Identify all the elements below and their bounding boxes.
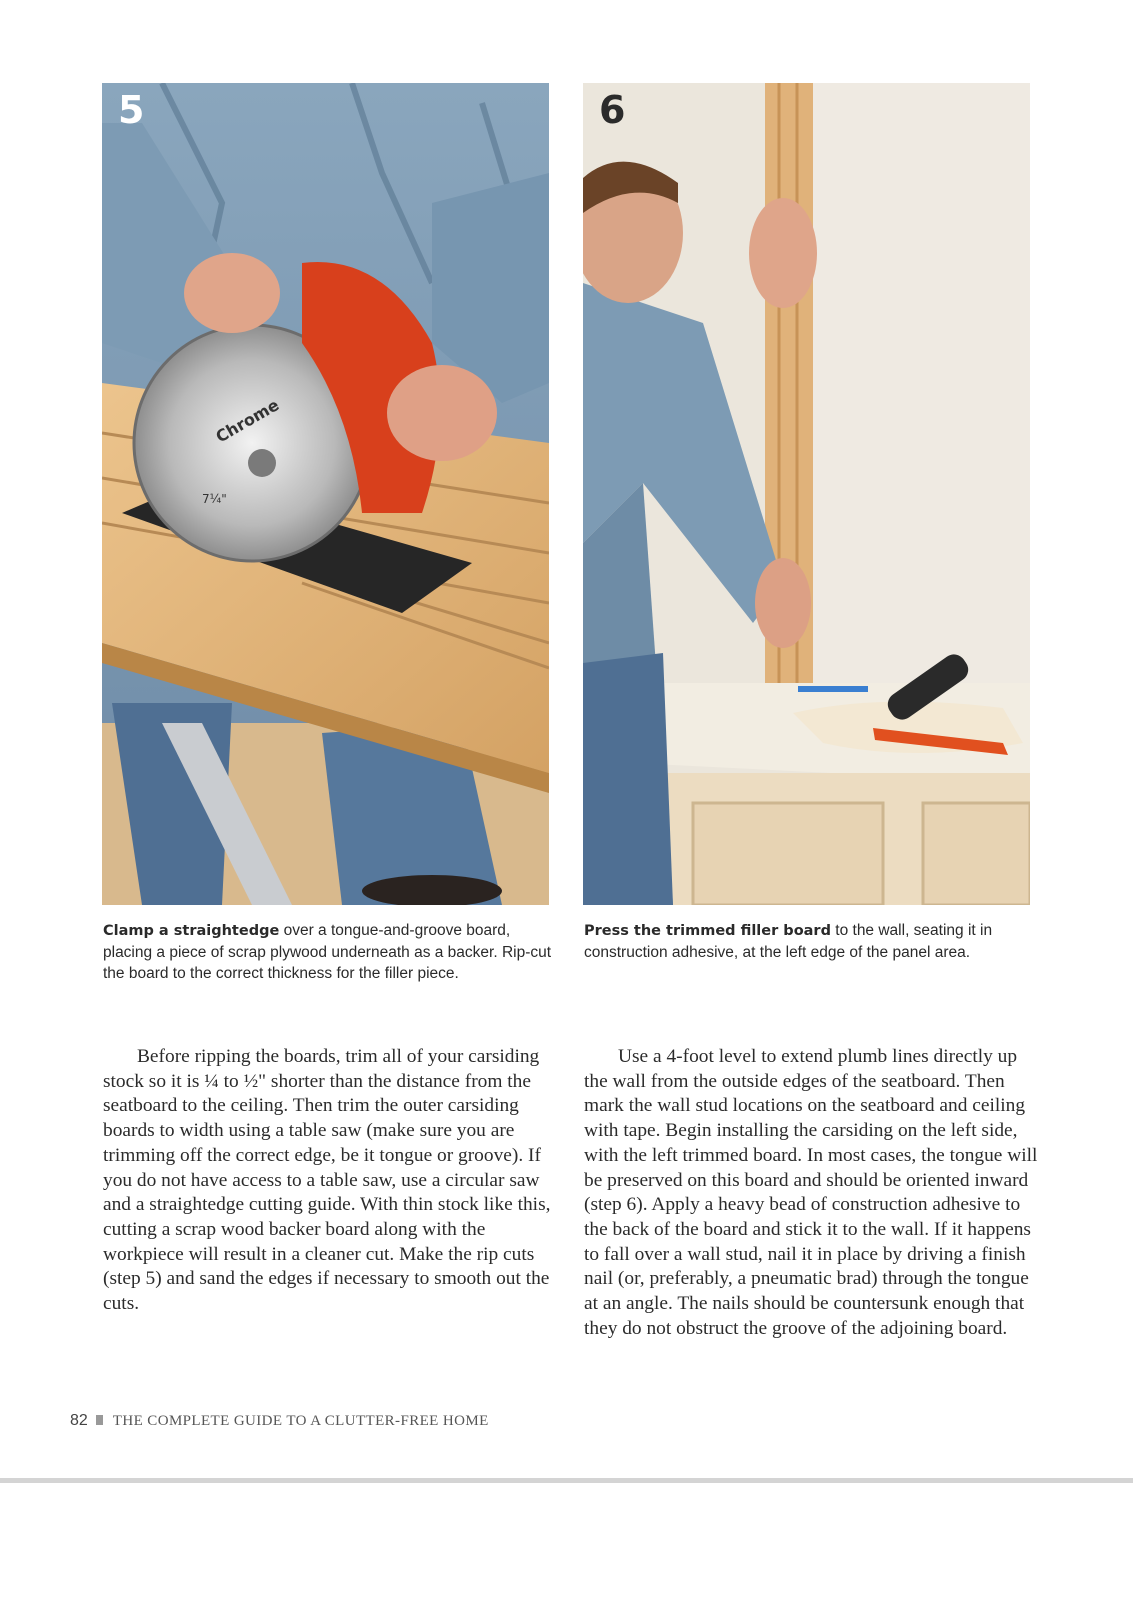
caption-6-text: to the wall, seating it in construction adhesive, at the left edge of the panel area. bbox=[584, 922, 993, 961]
bottom-rule bbox=[0, 1478, 1133, 1483]
blade-arbor bbox=[248, 449, 276, 477]
step-5-photo bbox=[102, 83, 549, 905]
caption-5-lead: Clamp a straightedge bbox=[103, 923, 280, 939]
right-hand bbox=[387, 365, 497, 461]
step-number-5: 5 bbox=[118, 88, 145, 132]
step-6-caption bbox=[584, 920, 1034, 963]
caption-6-lead: Press the trimmed filler board bbox=[584, 923, 831, 939]
step-5-caption bbox=[103, 920, 553, 984]
page-number: 82 bbox=[70, 1412, 88, 1429]
step-number-6: 6 bbox=[599, 88, 626, 132]
man-jeans bbox=[583, 653, 673, 905]
body-right-text: Use a 4-foot level to extend plumb lines directly up the wall from the outside edges of the seatboard. Then mark the wall stud locations on the seatboard and ceiling with tape. Begin installing the carsiding on the left side, with the left trimmed board. In most cases, the tongue will be preserved on this board and should be oriented inward (step 6). Apply a heavy bead of construction adhesive to the back of the board and stick it to the wall. If it happens to fall over a wall stud, nail it in place by driving a finish nail (or, preferably, a pneumatic brad) through the tongue at an angle. The nails should be countersunk enough that they do not obstruct the groove of the adjoining board. bbox=[584, 1046, 1038, 1339]
body-paragraph-right bbox=[584, 1045, 1039, 1341]
page-footer bbox=[70, 1412, 489, 1430]
circular-saw-illustration bbox=[102, 83, 549, 905]
caption-5-text: over a tongue-and-groove board, placing a piece of scrap plywood underneath as a backer. Rip-cut the board to the correct thickness for the filler piece. bbox=[103, 922, 552, 982]
saw-size-text: 7¼" bbox=[202, 492, 227, 506]
lower-hand bbox=[755, 558, 811, 648]
upper-hand bbox=[749, 198, 817, 308]
cabinet-panel-1 bbox=[693, 803, 883, 905]
step-6-photo bbox=[583, 83, 1030, 905]
footer-square-icon bbox=[96, 1415, 103, 1425]
saw-brand-text: Chrome bbox=[212, 395, 283, 447]
wall-right bbox=[813, 83, 1030, 683]
blue-tape bbox=[798, 686, 868, 692]
left-hand bbox=[184, 253, 280, 333]
book-title: THE COMPLETE GUIDE TO A CLUTTER-FREE HOME bbox=[112, 1413, 489, 1429]
filler-board-illustration bbox=[583, 83, 1030, 905]
body-paragraph-left bbox=[103, 1045, 558, 1317]
body-left-text: Before ripping the boards, trim all of your carsiding stock so it is ¼ to ½" shorter than the distance from the seatboard to the ceiling. Then trim the outer carsiding boards to width using a table saw (make sure you are trimming off the correct edge, be it tongue or groove). If you do not have access to a table saw, use a circular saw and a straightedge cutting guide. With thin stock like this, cutting a scrap wood backer board along with the workpiece will result in a cleaner cut. Make the rip cuts (step 5) and sand the edges if necessary to smooth out the cuts. bbox=[103, 1046, 551, 1315]
cabinet-panel-2 bbox=[923, 803, 1030, 905]
